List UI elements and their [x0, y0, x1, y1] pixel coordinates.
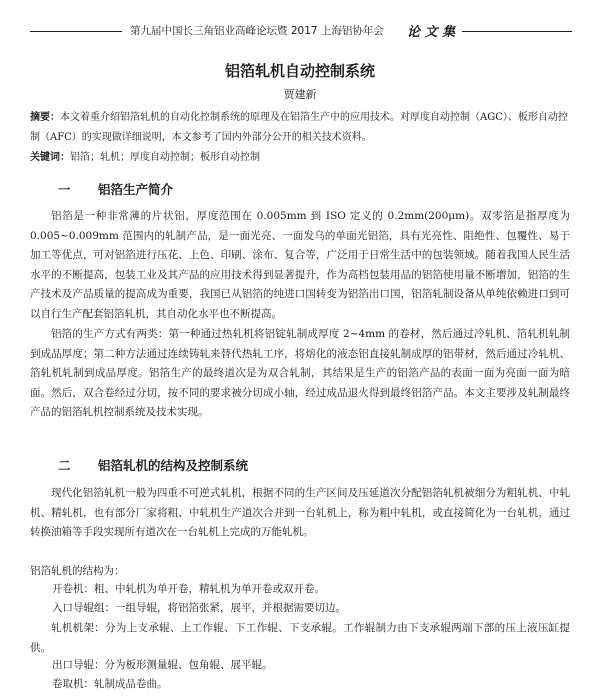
- section-title: 铝箔轧机的结构及控制系统: [98, 458, 249, 473]
- abstract-label: 摘要：: [30, 112, 60, 123]
- structure-intro: 铝箔轧机的结构为：: [30, 565, 125, 577]
- header-conference: 第九届中国长三角铝业高峰论坛暨 2017 上海铝协年会: [130, 25, 384, 37]
- header-tag: 论 文 集: [407, 25, 456, 40]
- structure-item: 开卷机：粗、中轧机为单开卷，精轧机为单开卷或双开卷。: [52, 583, 325, 595]
- keywords-text: 铝箔；轧机；厚度自动控制；板形自动控制: [70, 152, 260, 163]
- header-rule-left: [30, 31, 122, 32]
- section-1-paragraph-1: 铝箔是一种非常薄的片状铝，厚度范围在 0.005mm 到 ISO 定义的 0.2mm(200μm)。双零箔是指厚度为 0.005~0.009mm 范围内的轧制产品，是一面光亮、一面发乌的单面光铝箔，具有光亮性、阻绝性、包覆性、易于加工等优点，可对铝箔进行压花、上色、印刷、涂布、复合等，广泛用于日常生活中的包装领域。随着我国人民生活水平的不断提高，包装工业及其产品的应用技术得到显著提升，作为高档包装用品的铝箔使用量不断增加，铝箔的生产技术及产品质量的提高成为重要，我国已从铝箔的纯进口国转变为铝箔出口国，铝箔轧制设备从单纯依赖进口到可以自行生产配套铝箔轧机，其自动化水平也不断提高。: [30, 210, 570, 320]
- header-rule-right: [462, 31, 572, 32]
- structure-item: 入口导辊组：一组导辊，将铝箔张紧，展平，并根据需要切边。: [52, 602, 346, 614]
- section-number: 一: [58, 182, 71, 197]
- abstract: [30, 108, 570, 148]
- structure-item: 出口导辊：分为板形测量辊、包角辊、展平辊。: [52, 659, 273, 671]
- section-2-paragraph-1: 现代化铝箔轧机一般为四重不可逆式轧机，根据不同的生产区间及压延道次分配铝箔轧机被细分为粗轧机、中轧机、精轧机，也有部分厂家将粗、中轧机生产道次合并到一台轧机上，称为粗中轧机，或直接简化为一台轧机，通过转换油箱等手段实现所有道次在一台轧机上完成的万能轧机。: [30, 487, 570, 538]
- running-header: [0, 22, 600, 40]
- section-title: 铝箔生产简介: [98, 182, 174, 197]
- section-heading-2: [58, 456, 248, 474]
- structure-item: 卷取机：轧制成品卷曲。: [52, 678, 168, 690]
- section-1-paragraph-2: 铝箔的生产方式有两类：第一种通过热轧机将铝锭轧制成厚度 2~4mm 的卷材，然后通过冷轧机、箔轧机轧制到成品厚度；第二种方法通过连续铸轧来替代热轧工序，将熔化的液态铝直接轧制成厚的铝带材，然后通过冷轧机、箔轧机轧制到成品厚度。铝箔生产的最终道次是为双合轧制，其结果是生产的铝箔产品的表面一面为亮面一面为暗面。然后，双合卷经过分切，按不同的要求被分切成小轴，经过成品退火得到最终铝箔产品。本文主要涉及轧制最终产品的铝箔轧机控制系统及技术实现。: [30, 328, 570, 418]
- paper-author: 贾建新: [283, 88, 317, 101]
- section-heading-1: [58, 180, 173, 198]
- abstract-text: 本文着重介绍铝箔轧机的自动化控制系统的原理及在铝箔生产中的应用技术。对厚度自动控制（AGC）、板形自动控制（AFC）的实现做详细说明，本文参考了国内外部分公开的相关技术资料。: [30, 112, 568, 143]
- paper-title: 铝箔轧机自动控制系统: [224, 62, 375, 80]
- structure-item: 轧机机架：分为上支承辊、上工作辊、下工作辊、下支承辊。工作辊制力由下支承辊两端下部的压上液压缸提供。: [30, 622, 570, 654]
- keywords-label: 关键词：: [30, 152, 70, 163]
- keywords: [30, 150, 570, 166]
- section-number: 二: [58, 458, 71, 473]
